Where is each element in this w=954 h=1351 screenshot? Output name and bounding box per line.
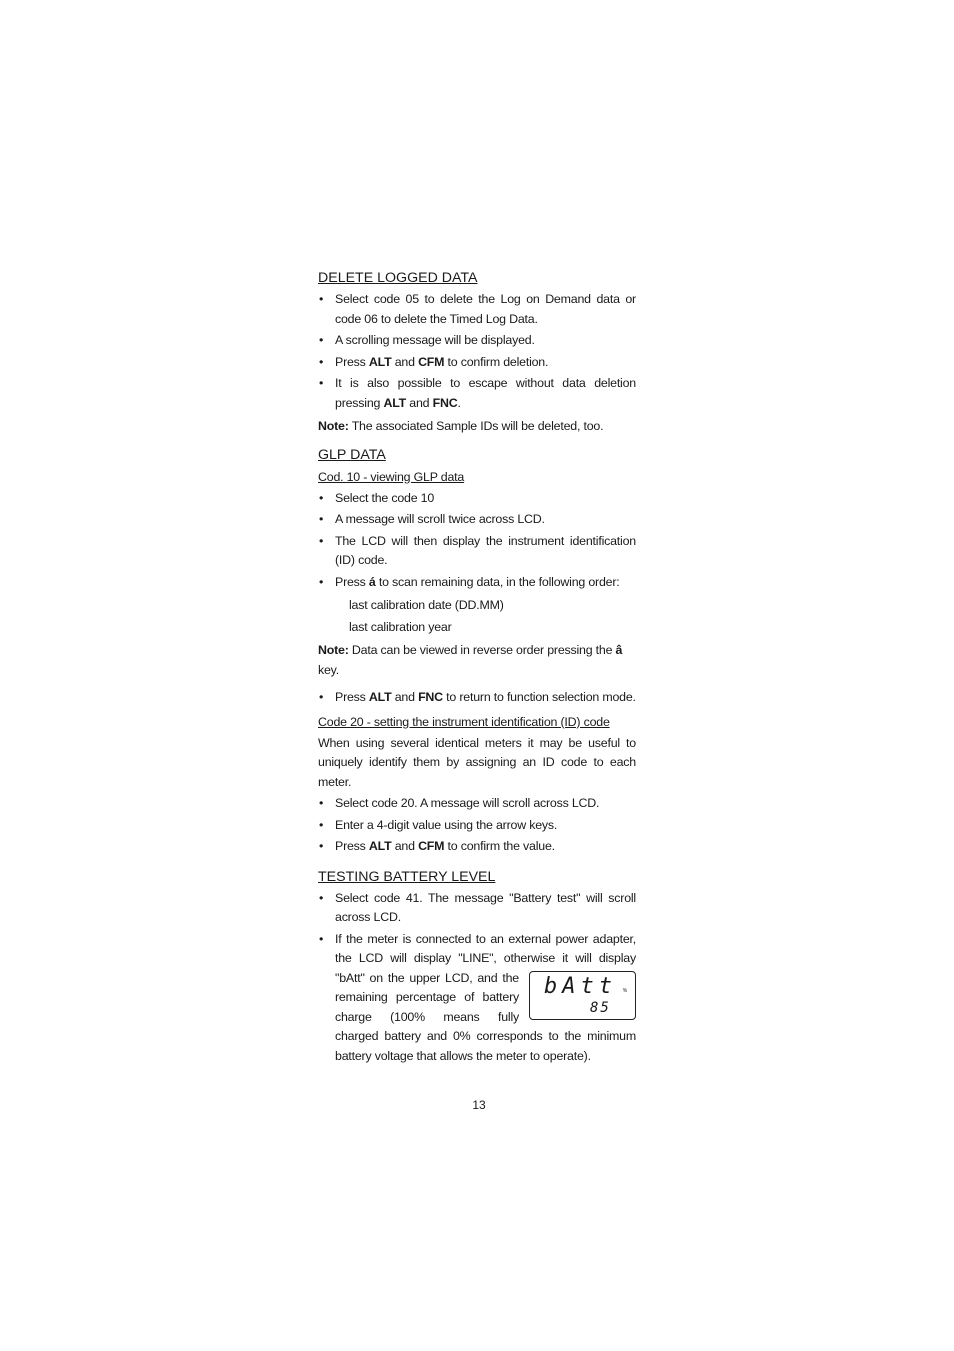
glp-list-2 <box>318 688 636 708</box>
subheading-code-20: Code 20 - setting the instrument identification (ID) code <box>318 714 610 729</box>
heading-delete-logged-data: DELETE LOGGED DATA <box>318 270 478 286</box>
id-code-paragraph: When using several identical meters it may be useful to uniquely identify them by assigning an ID code to each meter. <box>318 735 636 789</box>
list-item: • Enter a 4-digit value using the arrow keys. <box>318 816 636 836</box>
key-fnc: FNC <box>432 395 458 410</box>
lcd-percent-unit: % <box>622 987 627 994</box>
key-cfm: CFM <box>418 354 445 369</box>
list-item: • A scrolling message will be displayed. <box>318 331 636 351</box>
list-item: • Select code 20. A message will scroll across LCD. <box>318 794 636 814</box>
key-alt: ALT <box>368 690 392 704</box>
page-number: 13 <box>472 1098 486 1112</box>
list-item: • Press ALT and CFM to confirm the value. <box>318 837 636 857</box>
down-arrow-key-icon: â <box>615 643 623 657</box>
lcd-upper-readout: bAtt <box>544 973 617 999</box>
list-item: • The LCD will then display the instrument identification (ID) code. <box>318 532 636 571</box>
note-label: Note: <box>318 643 349 657</box>
glp-list-1 <box>318 489 636 593</box>
list-item: • Select code 41. The message "Battery test" will scroll across LCD. <box>318 889 636 928</box>
list-item: • Press á to scan remaining data, in the following order: <box>318 573 636 593</box>
battery-list <box>318 889 636 1067</box>
lcd-lower-readout: 85 <box>590 999 611 1016</box>
note-label: Note: <box>318 419 349 433</box>
key-alt: ALT <box>368 839 392 853</box>
list-item: • Select the code 10 <box>318 489 636 509</box>
list-item: • Select code 05 to delete the Log on Demand data or code 06 to delete the Timed Log Data. <box>318 290 636 329</box>
key-alt: ALT <box>368 354 392 369</box>
glp-order-line-1: last calibration date (DD.MM) <box>349 598 504 612</box>
key-fnc: FNC <box>418 690 443 704</box>
subheading-cod-10: Cod. 10 - viewing GLP data <box>318 469 465 484</box>
glp-order-line-2: last calibration year <box>349 619 452 634</box>
list-item: • It is also possible to escape without data deletion pressing ALT and FNC. <box>318 374 636 413</box>
list-item: • Press ALT and CFM to confirm deletion. <box>318 353 636 373</box>
heading-testing-battery-level: TESTING BATTERY LEVEL <box>318 868 496 885</box>
list-item: • Press ALT and FNC to return to function selection mode. <box>318 688 636 708</box>
heading-glp-data: GLP DATA <box>318 446 386 463</box>
up-arrow-key-icon: á <box>368 574 376 589</box>
page-content <box>318 268 636 1070</box>
glp-list-3 <box>318 794 636 857</box>
delete-list <box>318 290 636 413</box>
glp-note: Note: Data can be viewed in reverse order pressing the â key. <box>318 643 623 677</box>
list-item: • If the meter is connected to an external power adapter, the LCD will display "LINE", otherwise it will display "bAtt" on the upper LCD, bAtt % 85 and the remaining percentage of battery charge (100% means fully charged battery and 0% corresponds to the minimum battery voltage that allows the meter to operate). <box>318 930 636 1067</box>
key-cfm: CFM <box>418 839 445 853</box>
key-alt: ALT <box>383 395 407 410</box>
list-item: • A message will scroll twice across LCD. <box>318 510 636 530</box>
delete-note: Note: The associated Sample IDs will be deleted, too. <box>318 419 604 433</box>
lcd-display-illustration <box>529 971 636 1020</box>
